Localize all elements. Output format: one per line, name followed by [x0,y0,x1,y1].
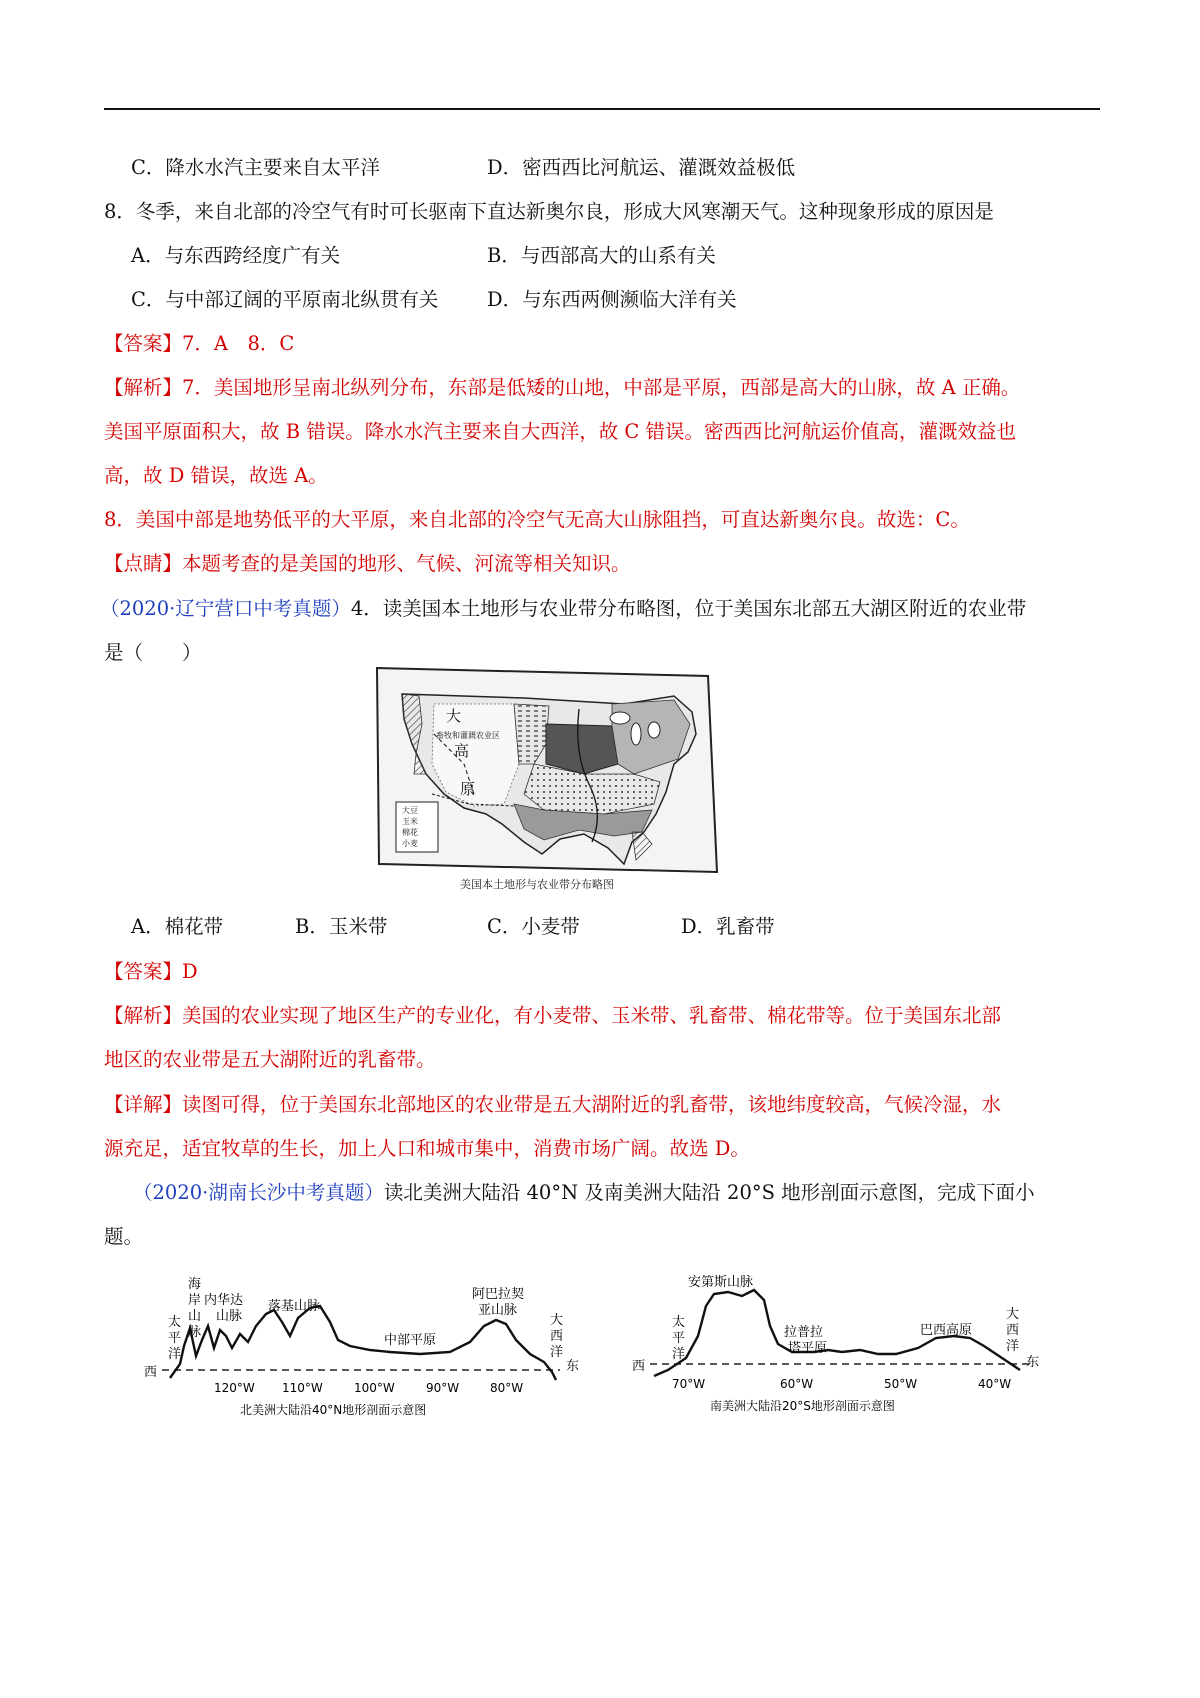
analysis-1-text-1: 7．美国地形呈南北纵列分布，东部是低矮的山地，中部是平原，西部是高大的山脉，故 A 正确。 [182,376,1021,399]
na-caption: 北美洲大陆沿40°N地形剖面示意图 [240,1403,427,1417]
q8-option-a: A．与东西跨经度广有关 [131,244,341,267]
q7-option-c: C．降水水汽主要来自太平洋 [131,156,380,179]
q4-option-b: B．玉米带 [295,915,388,938]
analysis-1-line-4: 8．美国中部是地势低平的大平原，来自北部的冷空气无高大山脉阻挡，可直达新奥尔良。故选：C。 [104,508,970,531]
na-nevada-2: 山脉 [216,1309,243,1324]
na-atlantic-3: 洋 [550,1345,564,1360]
analysis-2-line-2: 地区的农业带是五大湖附近的乳畜带。 [104,1048,436,1071]
q4-stem-line-1 [100,596,1026,622]
na-pacific-3: 洋 [168,1347,182,1362]
na-pacific-1: 太 [168,1315,182,1330]
analysis-2-text-1: 美国的农业实现了地区生产的专业化，有小麦带、玉米带、乳畜带、棉花带等。位于美国东北部 [182,1004,1002,1027]
lake-superior [610,712,630,724]
q8-option-c: C．与中部辽阔的平原南北纵贯有关 [131,288,439,311]
sa-tick-60: 60°W [780,1377,814,1391]
sa-tick-50: 50°W [884,1377,918,1391]
legend-item-cotton: 棉花 [402,828,418,837]
usa-agriculture-map [374,664,720,896]
sa-east-label: 东 [1026,1355,1040,1370]
sa-laplata-2: 塔平原 [788,1341,828,1356]
detail-2-line-1 [104,1092,1001,1118]
na-tick-120: 120°W [214,1381,255,1395]
answer-1-text: 7．A 8．C [182,332,295,355]
q5-stem-line-1 [133,1180,1035,1206]
label-grazing: 畜牧和灌溉农业区 [436,731,500,740]
sa-laplata-1: 拉普拉 [784,1325,824,1340]
q5-stem-line-2: 题。 [104,1225,144,1248]
na-rockies: 落基山脉 [268,1299,321,1314]
q4-stem-line-2: 是（ ） [104,641,202,664]
na-east-label: 东 [566,1359,580,1374]
na-tick-100: 100°W [354,1381,395,1395]
na-coast-2: 岸 [188,1293,202,1308]
lake-huron [648,722,660,738]
analysis-2-tag: 【解析】 [104,1004,183,1027]
q7-option-d: D．密西西比河航运、灌溉效益极低 [487,156,796,179]
map-caption: 美国本土地形与农业带分布略图 [460,878,614,891]
na-tick-110: 110°W [282,1381,323,1395]
sa-pacific-3: 洋 [672,1347,686,1362]
analysis-1-line-2: 美国平原面积大，故 B 错误。降水水汽主要来自大西洋，故 C 错误。密西西比河航运价值高，灌溉效益也 [104,420,1017,443]
analysis-1-line-1 [104,375,1020,401]
q8-option-b: B．与西部高大的山系有关 [487,244,716,267]
sa-west-label: 西 [632,1359,646,1374]
label-yuan: 原 [460,780,476,798]
sa-pacific-2: 平 [672,1331,686,1346]
sa-tick-70: 70°W [672,1377,706,1391]
na-atlantic-1: 大 [550,1313,564,1328]
na-west-label: 西 [144,1365,158,1380]
sa-pacific-1: 太 [672,1315,686,1330]
legend-item-wheat: 小麦 [402,839,418,848]
q4-option-c: C．小麦带 [487,915,580,938]
na-central-plain: 中部平原 [384,1333,437,1348]
analysis-1-tag: 【解析】 [104,376,183,399]
na-coast-3: 山 [188,1309,202,1324]
na-coast-4: 脉 [188,1325,202,1340]
note-1-tag: 【点睛】 [104,552,183,575]
q8-option-d: D．与东西两侧濒临大洋有关 [487,288,737,311]
q5-source: （2020·湖南长沙中考真题） [133,1181,384,1204]
na-appalachian-1: 阿巴拉契 [472,1287,525,1302]
answer-2 [104,959,198,985]
legend-item-soybean: 大豆 [402,806,418,815]
na-pacific-2: 平 [168,1331,182,1346]
analysis-2-line-1 [104,1003,1001,1029]
q4-source: （2020·辽宁营口中考真题） [100,597,351,620]
sa-atlantic-3: 洋 [1006,1339,1020,1354]
na-nevada-1: 内华达 [204,1293,244,1308]
answer-1-tag: 【答案】 [104,332,183,355]
detail-2-text-1: 读图可得，位于美国东北部地区的农业带是五大湖附近的乳畜带，该地纬度较高，气候冷湿，水 [182,1093,1002,1116]
detail-2-tag: 【详解】 [104,1093,183,1116]
na-atlantic-2: 西 [550,1329,564,1344]
note-1 [104,551,631,577]
north-america-profile [140,1266,580,1426]
na-tick-90: 90°W [426,1381,460,1395]
label-da: 大 [446,707,462,725]
sa-atlantic-2: 西 [1006,1323,1020,1338]
sa-andes: 安第斯山脉 [688,1275,754,1290]
q8-stem: 8．冬季，来自北部的冷空气有时可长驱南下直达新奥尔良，形成大风寒潮天气。这种现象形成的原因是 [104,200,994,223]
legend-item-corn: 玉米 [402,817,418,826]
sa-atlantic-1: 大 [1006,1307,1020,1322]
header-rule [104,108,1100,110]
q4-stem-text: 4．读美国本土地形与农业带分布略图，位于美国东北部五大湖区附近的农业带 [350,597,1027,620]
label-gao: 高 [454,742,470,760]
na-coast-1: 海 [188,1277,202,1292]
analysis-1-line-3: 高，故 D 错误，故选 A。 [104,464,328,487]
q4-option-d: D．乳畜带 [681,915,775,938]
south-america-profile [628,1266,1048,1426]
sa-tick-40: 40°W [978,1377,1012,1391]
note-1-text: 本题考查的是美国的地形、气候、河流等相关知识。 [182,552,631,575]
q5-stem-text: 读北美洲大陆沿 40°N 及南美洲大陆沿 20°S 地形剖面示意图，完成下面小 [383,1181,1035,1204]
na-tick-80: 80°W [490,1381,524,1395]
answer-1 [104,331,294,357]
detail-2-line-2: 源充足，适宜牧草的生长，加上人口和城市集中，消费市场广阔。故选 D。 [104,1137,750,1160]
q4-option-a: A．棉花带 [131,915,224,938]
na-appalachian-2: 亚山脉 [478,1303,518,1318]
answer-2-tag: 【答案】 [104,960,183,983]
sa-brazil: 巴西高原 [920,1323,973,1338]
lake-michigan [631,723,641,745]
sa-caption: 南美洲大陆沿20°S地形剖面示意图 [710,1399,895,1413]
answer-2-text: D [182,960,198,983]
